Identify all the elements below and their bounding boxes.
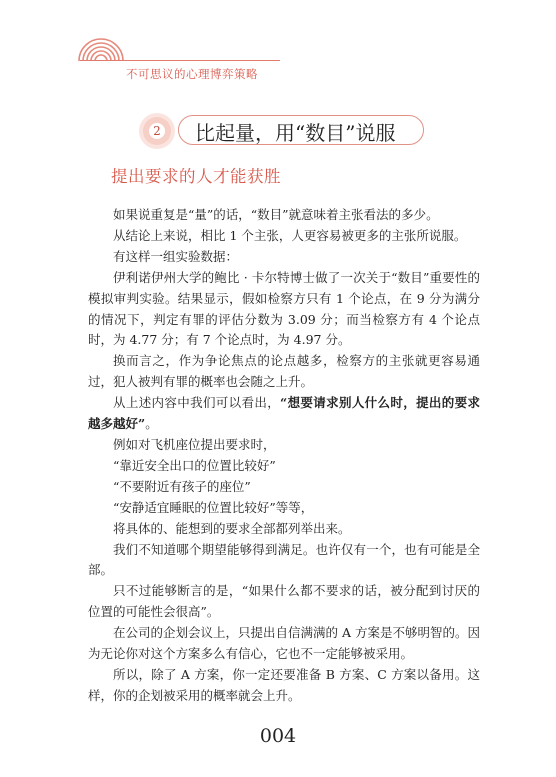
chapter-header <box>135 115 427 145</box>
book-title: 不可思议的心理博弈策略 <box>126 67 258 81</box>
section-heading: 提出要求的人才能获胜 <box>111 167 281 186</box>
paragraph-text-end: 。 <box>145 416 158 432</box>
paragraph: 从结论上来说，相比 1 个主张，人更容易被更多的主张所说服。 <box>113 227 467 243</box>
paragraph <box>88 393 480 435</box>
paragraph: 所以，除了 A 方案，你一定还要准备 B 方案、C 方案以备用。这样，你的企划被采用的概率就会上升。 <box>88 666 480 703</box>
paragraph: 我们不知道哪个期望能够得到满足。也许仅有一个，也有可能是全部。 <box>88 541 480 578</box>
concentric-arc-icon <box>76 36 126 62</box>
chapter-title: 比起量，用“数目”说服 <box>195 121 396 145</box>
header-rule <box>80 60 280 61</box>
emphasis-text: “想要请求别人什么时，提出的要求越多越好” <box>88 395 480 432</box>
paragraph: “靠近安全出口的位置比较好” <box>113 457 276 473</box>
paragraph: 有这样一组实验数据： <box>113 248 239 264</box>
paragraph: “不要附近有孩子的座位” <box>113 478 251 494</box>
chapter-number-badge <box>143 117 171 145</box>
paragraph: 如果说重复是“量”的话，“数目”就意味着主张看法的多少。 <box>113 207 439 222</box>
chapter-number: 2 <box>149 123 165 139</box>
paragraph: 换而言之，作为争论焦点的论点越多，检察方的主张就更容易通过，犯人被判有罪的概率也会随之上升。 <box>88 353 480 390</box>
paragraph: 伊利诺伊州大学的鲍比 · 卡尔特博士做了一次关于“数目”重要性的模拟审判实验。结果显示，假如检察方只有 1 个论点，在 9 分为满分的情况下，判定有罪的评估分数为 3.09 分；而当检察方有 4 个论点时，为 4.77 分；有 7 个论点时，为 4.97 分。 <box>88 269 480 348</box>
paragraph-text: 从上述内容中我们可以看出， <box>113 395 281 411</box>
paragraph: “安静适宜睡眠的位置比较好”等等， <box>113 499 314 515</box>
body-text <box>88 205 480 707</box>
paragraph: 例如对飞机座位提出要求时， <box>113 436 276 452</box>
paragraph: 在公司的企划会议上，只提出自信满满的 A 方案是不够明智的。因为无论你对这个方案多么有信心，它也不一定能够被采用。 <box>88 625 480 662</box>
page-number: 004 <box>259 725 297 747</box>
paragraph: 只不过能够断言的是，“如果什么都不要求的话，被分配到讨厌的位置的可能性会很高”。 <box>88 583 480 620</box>
paragraph: 将具体的、能想到的要求全部都列举出来。 <box>113 520 351 536</box>
